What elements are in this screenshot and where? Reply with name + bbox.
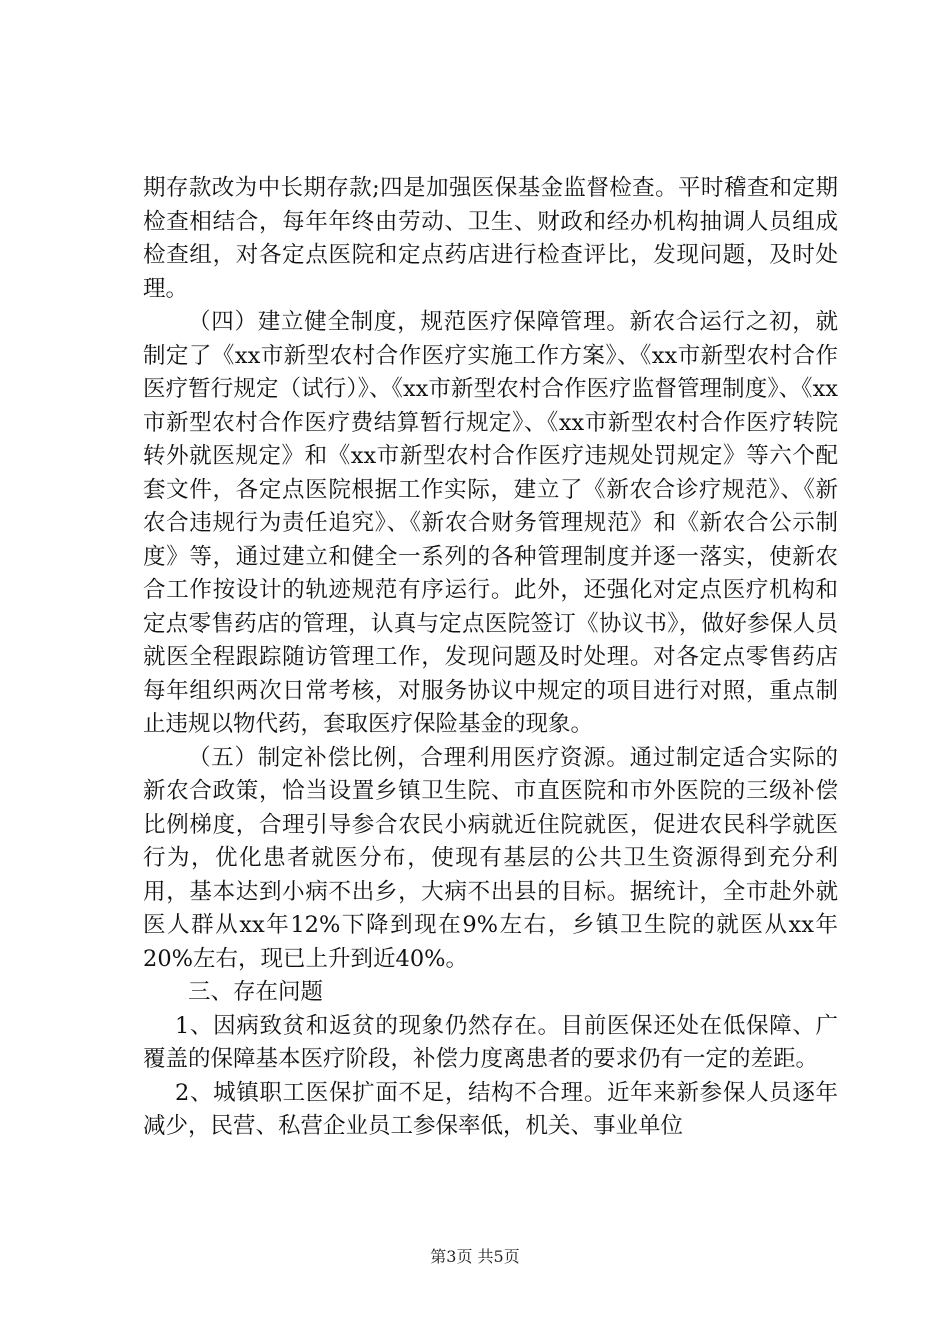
section-heading-problems: 三、存在问题: [188, 979, 324, 1005]
paragraph-section-five: （五）制定补偿比例，合理利用医疗资源。通过制定适合实际的新农合政策，恰当设置乡镇卫生院、市直医院和市外医院的三级补偿比例梯度，合理引导参合农民小病就近住院就医，促进农民科学就医行为，优化患者就医分布，使现有基层的公共卫生资源得到充分利用，基本达到小病不出乡，大病不出县的目标。据统计，全市赴外就医人群从xx年12%下降到现在9%左右，乡镇卫生院的就医从xx年20%左右，现已上升到近40%。: [143, 744, 838, 972]
paragraph-continued: 期存款改为中长期存款;四是加强医保基金监督检查。平时稽查和定期检查相结合，每年年终由劳动、卫生、财政和经办机构抽调人员组成检查组，对各定点医院和定点药店进行检查评比，发现问题，及时处理。: [143, 175, 838, 302]
issue-item-1: 1、因病致贫和返贫的现象仍然存在。目前医保还处在低保障、广覆盖的保障基本医疗阶段，补偿力度离患者的要求仍有一定的差距。: [143, 1012, 838, 1072]
page-footer: 第3页 共5页: [430, 1247, 520, 1266]
issue-item-2: 2、城镇职工医保扩面不足，结构不合理。近年来新参保人员逐年减少，民营、私营企业员工参保率低，机关、事业单位: [143, 1079, 838, 1139]
paragraph-section-four: （四）建立健全制度，规范医疗保障管理。新农合运行之初，就制定了《xx市新型农村合作医疗实施工作方案》、《xx市新型农村合作医疗暂行规定（试行）》、《xx市新型农村合作医疗监督管理制度》、《xx市新型农村合作医疗费结算暂行规定》、《xx市新型农村合作医疗转院转外就医规定》和《xx市新型农村合作医疗违规处罚规定》等六个配套文件，各定点医院根据工作实际，建立了《新农合诊疗规范》、《新农合违规行为责任追究》、《新农合财务管理规范》和《新农合公示制度》等，通过建立和健全一系列的各种管理制度并逐一落实，使新农合工作按设计的轨迹规范有序运行。此外，还强化对定点医疗机构和定点零售药店的管理，认真与定点医院签订《协议书》，做好参保人员就医全程跟踪随访管理工作，发现问题及时处理。对各定点零售药店每年组织两次日常考核，对服务协议中规定的项目进行对照，重点制止违规以物代药，套取医疗保险基金的现象。: [143, 309, 838, 737]
document-body: [143, 172, 838, 1144]
